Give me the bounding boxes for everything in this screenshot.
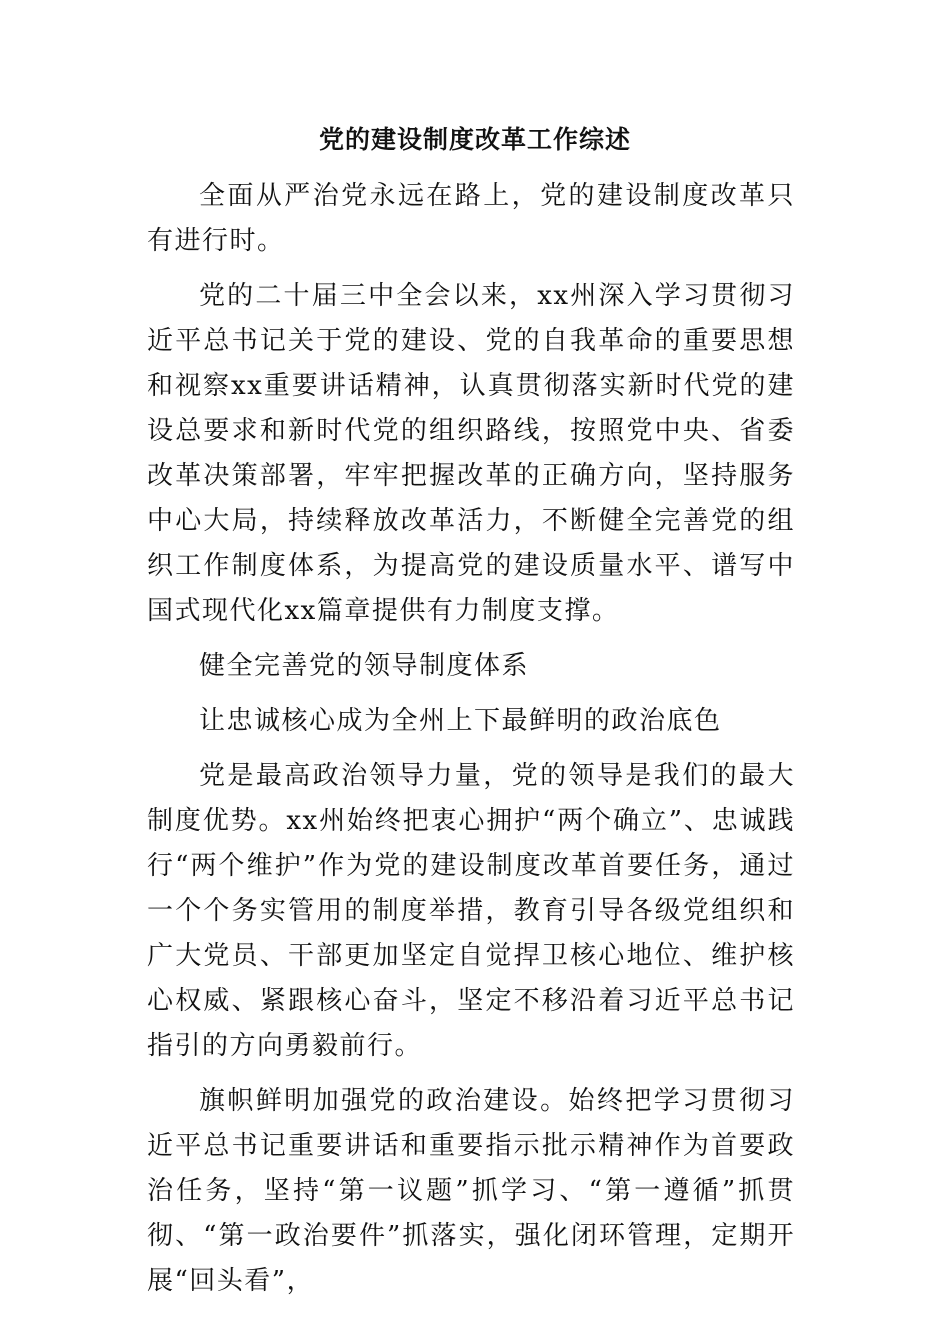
- document-title: 党的建设制度改革工作综述: [318, 125, 631, 154]
- paragraph-overview: 党的二十届三中全会以来，xx州深入学习贯彻习近平总书记关于党的建设、党的自我革命的重要思想和视察xx重要讲话精神，认真贯彻落实新时代党的建设总要求和新时代党的组织路线，按照党中央、省委改革决策部署，牢牢把握改革的正确方向，坚持服务中心大局，持续释放改革活力，不断健全完善党的组织工作制度体系，为提高党的建设质量水平、谱写中国式现代化xx篇章提供有力制度支撑。: [147, 281, 795, 626]
- document-body: [147, 174, 795, 1314]
- paragraph-political-building: 旗帜鲜明加强党的政治建设。始终把学习贯彻习近平总书记重要讲话和重要指示批示精神作为首要政治任务，坚持“第一议题”抓学习、“第一遵循”抓贯彻、“第一政治要件”抓落实，强化闭环管理，定期开展“回头看”，: [147, 1086, 795, 1296]
- section-heading: 健全完善党的领导制度体系: [199, 651, 530, 681]
- paragraph-leadership: 党是最高政治领导力量，党的领导是我们的最大制度优势。xx州始终把衷心拥护“两个确立”、忠诚践行“两个维护”作为党的建设制度改革首要任务，通过一个个务实管用的制度举措，教育引导各级党组织和广大党员、干部更加坚定自觉捍卫核心地位、维护核心权威、紧跟核心奋斗，坚定不移沿着习近平总书记指引的方向勇毅前行。: [147, 761, 795, 1061]
- section-subheading: 让忠诚核心成为全州上下最鲜明的政治底色: [199, 706, 722, 736]
- paragraph-intro: 全面从严治党永远在路上，党的建设制度改革只有进行时。: [147, 181, 795, 256]
